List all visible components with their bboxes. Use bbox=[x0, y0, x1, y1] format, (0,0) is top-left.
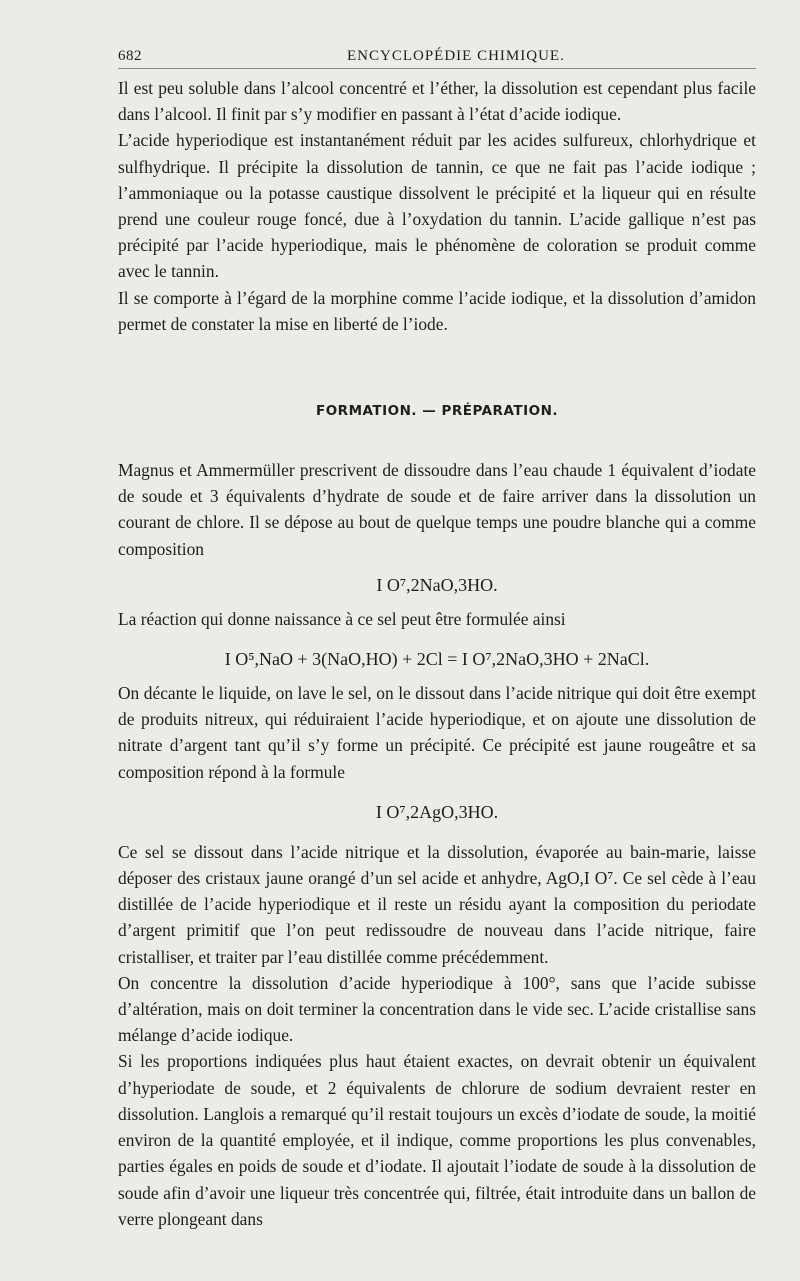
paragraph-langlois: Si les proportions indiquées plus haut étaient exactes, on devrait obtenir un équivalent d’hyperiodate de soude, et 2 équivalents de chlorure de sodium devraient rester en dissolution. Langlois a remarqué qu’il restait toujours un excès d’iodate de soude, la moitié environ de la quantité employée, et il indique, comme proportions les plus convenables, parties égales en poids de soude et d’iodate. Il ajoutait l’iodate de soude à la dissolution de soude afin d’avoir une liqueur très concentrée qui, filtrée, était introduite dans un ballon de verre plongeant dans bbox=[118, 1051, 756, 1229]
formula-reaction: I O⁵,NaO + 3(NaO,HO) + 2Cl = I O⁷,2NaO,3HO + 2NaCl. bbox=[224, 649, 650, 670]
paragraph-reaction: La réaction qui donne naissance à ce sel peut être formulée ainsi bbox=[118, 608, 566, 629]
page-number: 682 bbox=[118, 48, 142, 64]
paragraph-reduction: L’acide hyperiodique est instantanément réduit par les acides sulfureux, chlorhydrique et sulfhydrique. Il précipite la dissolution de tannin, ce que ne fait pas l’acide iodique ; l’ammoniaque ou la potasse caustique dissolvent le précipité et la liqueur qui en résulte prend une couleur rouge foncé, due à l’oxydation du tannin. L’acide gallique n’est pas précipité par l’acide hyperiodique, mais le phénomène de coloration se produit comme avec le tannin. bbox=[118, 130, 756, 282]
paragraph-decante: On décante le liquide, on lave le sel, on le dissout dans l’acide nitrique qui doit être exempt de produits nitreux, qui réduiraient l’acide hyperiodique, et on ajoute une dissolution de nitrate d’argent tant qu’il s’y forme un précipité. Ce précipité est jaune rougeâtre et sa composition répond à la formule bbox=[118, 683, 756, 782]
paragraph-crystals: Ce sel se dissout dans l’acide nitrique et la dissolution, évaporée au bain-marie, laisse déposer des cristaux jaune orangé d’un sel acide et anhydre, AgO,I O⁷. Ce sel cède à l’eau distillée de l’acide hyperiodique et il reste un résidu ayant la composition du periodate d’argent primitif que l’on peut redissoudre de nouveau dans l’acide nitrique, faire cristalliser, et traiter par l’eau distillée comme précédemment. bbox=[118, 841, 756, 967]
page-header bbox=[118, 42, 756, 68]
section-heading: FORMATION. — PRÉPARATION. bbox=[315, 403, 558, 420]
paragraph-concentration: On concentre la dissolution d’acide hyperiodique à 100°, sans que l’acide subisse d’altération, mais on doit terminer la concentration dans le vide sec. L’acide cristallise sans mélange d’acide iodique. bbox=[118, 972, 756, 1046]
formula-sodium-salt: I O⁷,2NaO,3HO. bbox=[376, 574, 498, 595]
paragraph-morphine: Il se comporte à l’égard de la morphine comme l’acide iodique, et la dissolution d’amidon permet de constater la mise en liberté de l’iode. bbox=[118, 287, 756, 334]
paragraph-magnus: Magnus et Ammermüller prescrivent de dissoudre dans l’eau chaude 1 équivalent d’iodate de soude et 3 équivalents d’hydrate de soude et de faire arriver dans la dissolution un courant de chlore. Il se dépose au bout de quelque temps une poudre blanche qui a comme composition bbox=[118, 460, 756, 559]
body-text bbox=[118, 75, 756, 1232]
running-title: ENCYCLOPÉDIE CHIMIQUE. bbox=[347, 48, 565, 64]
formula-silver-salt: I O⁷,2AgO,3HO. bbox=[375, 801, 499, 822]
paragraph-solubility: Il est peu soluble dans l’alcool concentré et l’éther, la dissolution est cependant plus facile dans l’alcool. Il finit par s’y modifier en passant à l’état d’acide iodique. bbox=[118, 78, 756, 125]
header-rule bbox=[118, 68, 756, 69]
